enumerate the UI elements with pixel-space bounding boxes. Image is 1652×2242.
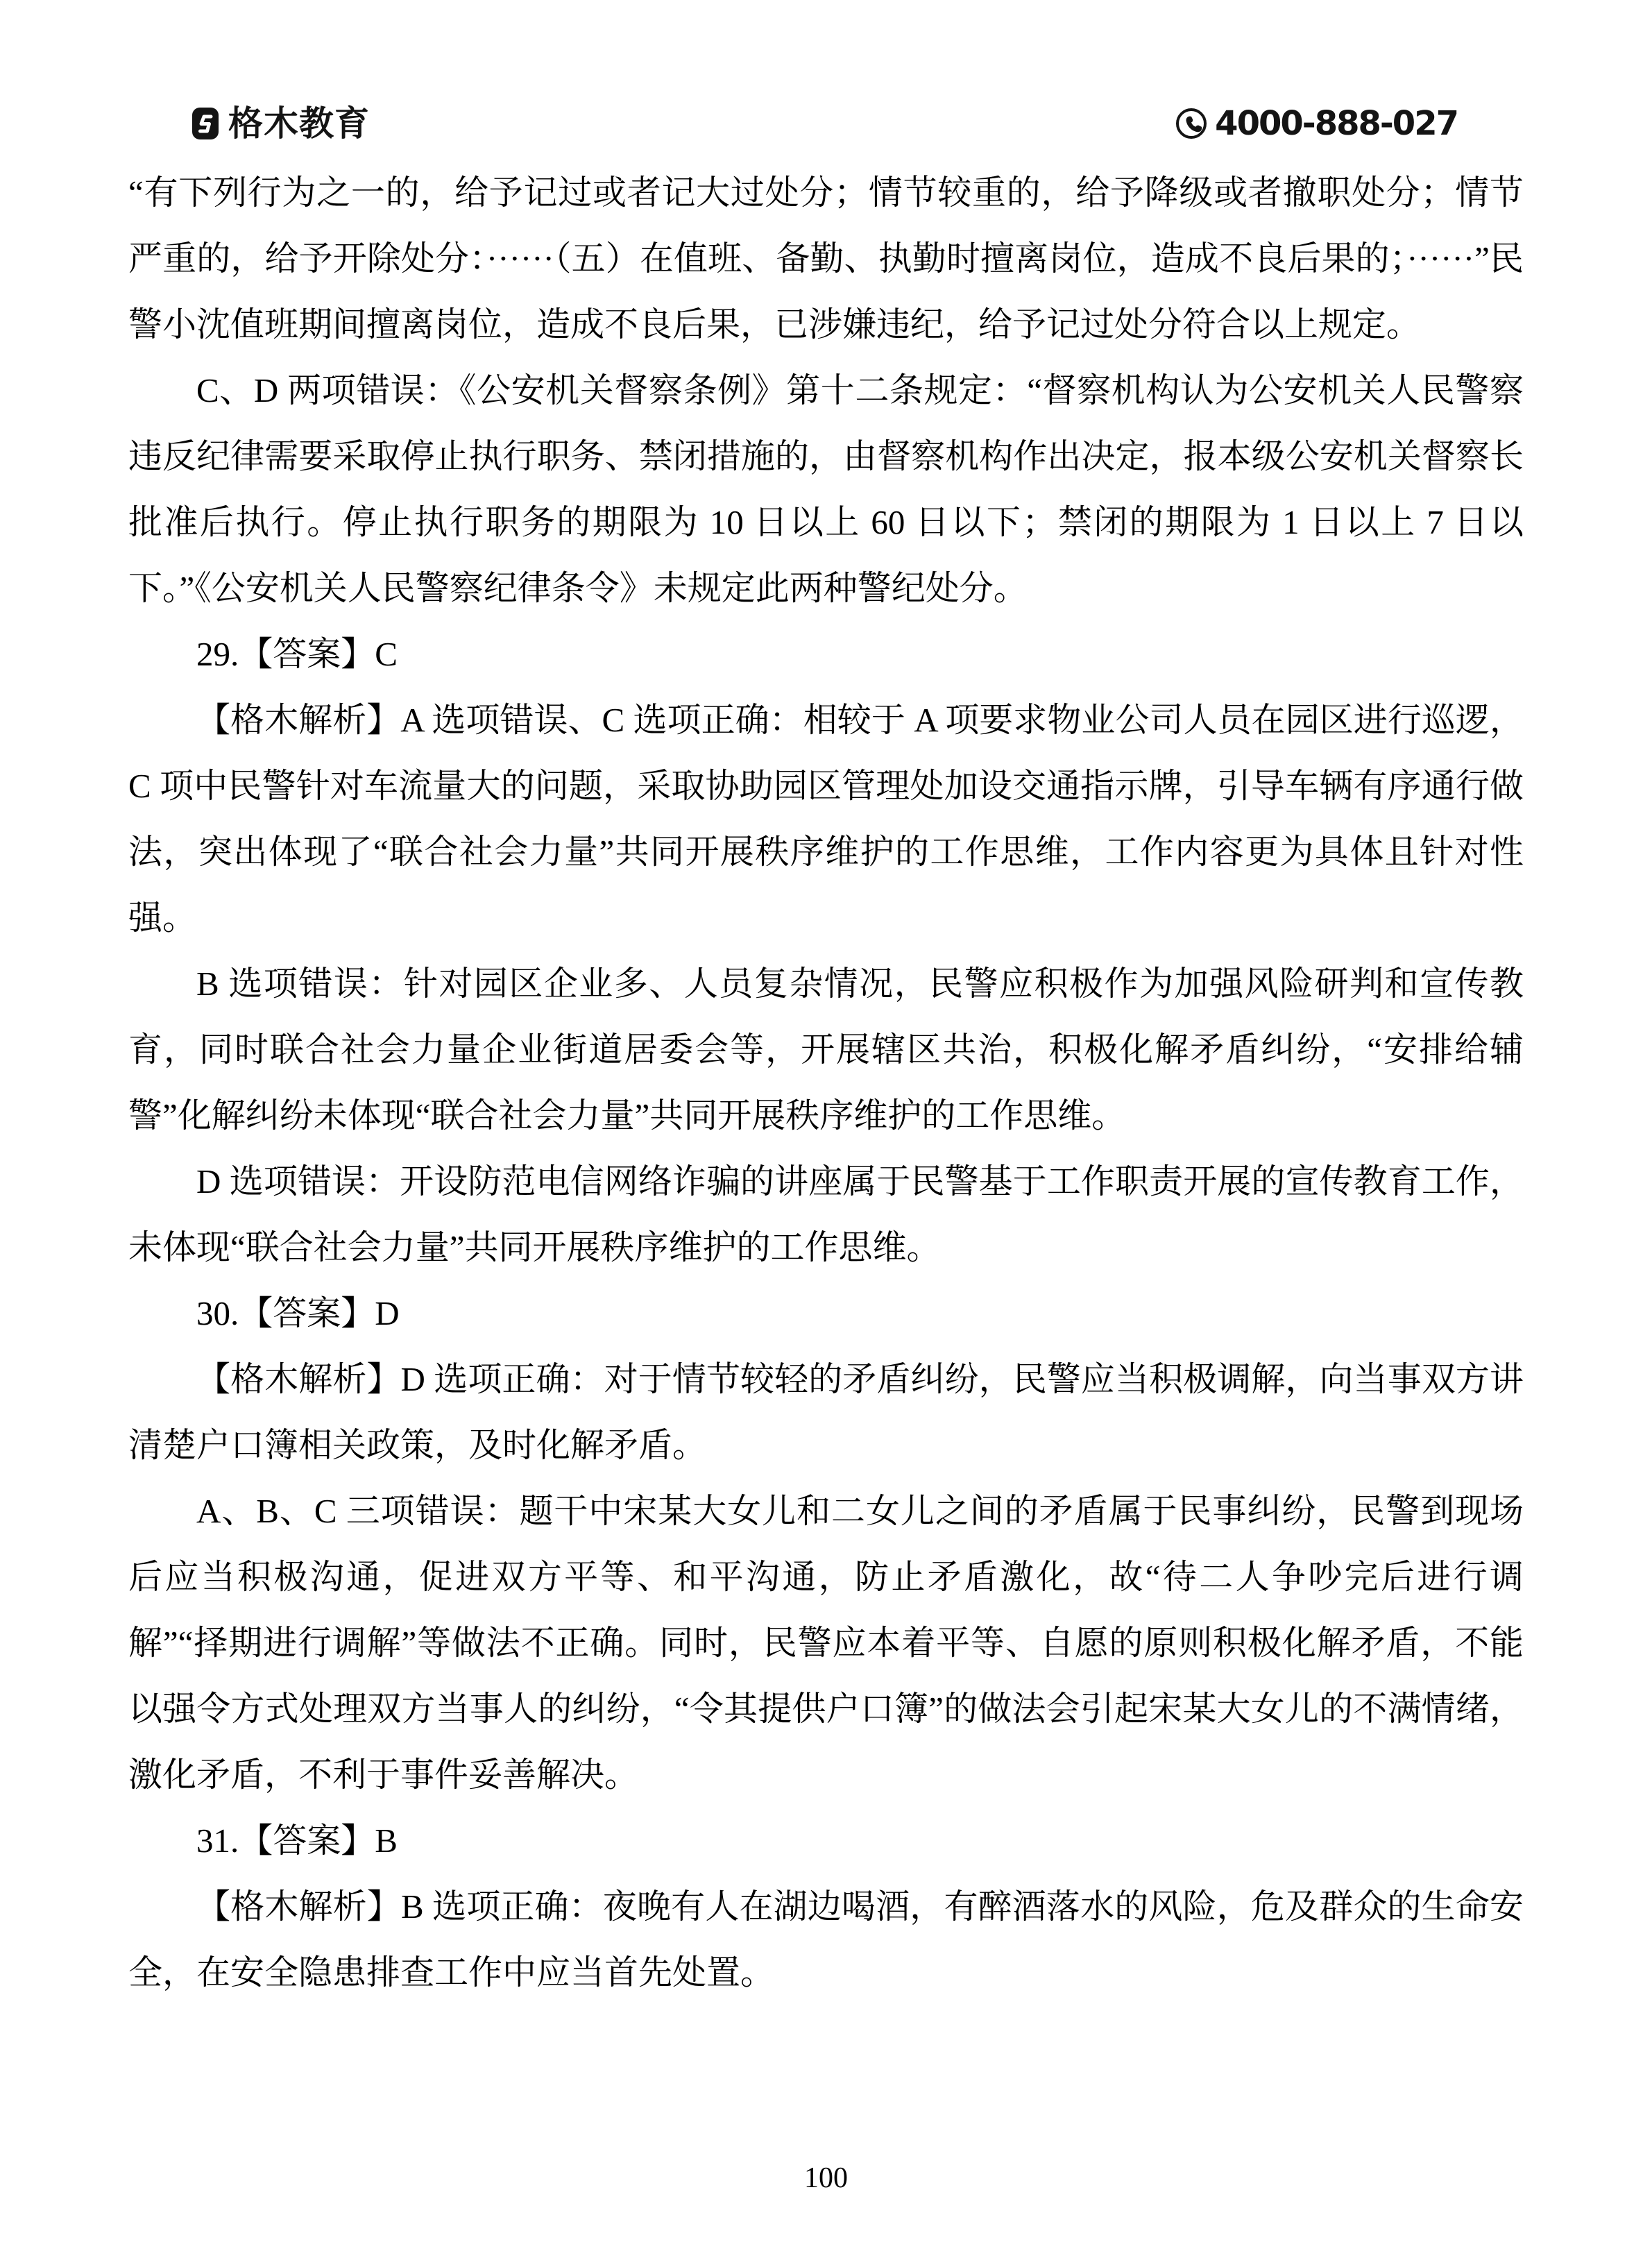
paragraph-regulation-quote: “有下列行为之一的，给予记过或者记大过处分；情节较重的，给予降级或者撤职处分；情节严重的，给予开除处分：······（五）在值班、备勤、执勤时擅离岗位，造成不良后果的；······”民警小沈值班期间擅离岗位，造成不良后果，已涉嫌违纪，给予记过处分符合以上规定。 [128,173,1524,343]
page-header [192,103,1458,144]
answer-30: 30.【答案】D [196,1294,400,1332]
answer-29: 29.【答案】C [196,635,398,673]
analysis-29-d: D 选项错误：开设防范电信网络诈骗的讲座属于民警基于工作职责开展的宣传教育工作，未体现“联合社会力量”共同开展秩序维护的工作思维。 [128,1162,1524,1266]
page-footer [0,2164,1652,2193]
gemu-logo-icon [192,108,219,139]
phone-icon [1175,107,1208,140]
document-body [128,160,1524,2005]
analysis-29-b: B 选项错误：针对园区企业多、人员复杂情况，民警应积极作为加强风险研判和宣传教育，同时联合社会力量企业街道居委会等，开展辖区共治，积极化解矛盾纠纷，“安排给辅警”化解纠纷未体现“联合社会力量”共同开展秩序维护的工作思维。 [128,965,1524,1135]
page-number: 100 [804,2162,848,2194]
analysis-30-abc: A、B、C 三项错误：题干中宋某大女儿和二女儿之间的矛盾属于民事纠纷，民警到现场后应当积极沟通，促进双方平等、和平沟通，防止矛盾激化，故“待二人争吵完后进行调解”“择期进行调解”等做法不正确。同时，民警应本着平等、自愿的原则积极化解矛盾，不能以强令方式处理双方当事人的纠纷，“令其提供户口簿”的做法会引起宋某大女儿的不满情绪，激化矛盾，不利于事件妥善解决。 [128,1492,1524,1794]
phone-contact [1175,104,1458,143]
analysis-29-ac: 【格木解析】A 选项错误、C 选项正确：相较于 A 项要求物业公司人员在园区进行巡逻，C 项中民警针对车流量大的问题，采取协助园区管理处加设交通指示牌，引导车辆有序通行做法，突出体现了“联合社会力量”共同开展秩序维护的工作思维，工作内容更为具体且针对性强。 [128,701,1524,937]
brand-name: 格木教育 [228,104,370,143]
phone-number: 4000-888-027 [1215,104,1458,143]
brand [192,106,370,141]
answer-31: 31.【答案】B [196,1821,398,1860]
analysis-31-b: 【格木解析】B 选项正确：夜晚有人在湖边喝酒，有醉酒落水的风险，危及群众的生命安全，在安全隐患排查工作中应当首先处置。 [128,1887,1524,1992]
paragraph-cd-options-wrong: C、D 两项错误：《公安机关督察条例》第十二条规定：“督察机构认为公安机关人民警察违反纪律需要采取停止执行职务、禁闭措施的，由督察机构作出决定，报本级公安机关督察长批准后执行。停止执行职务的期限为 10 日以上 60 日以下；禁闭的期限为 1 日以上 7 日以下。”《公安机关人民警察纪律条令》未规定此两种警纪处分。 [128,371,1524,607]
analysis-30-d: 【格木解析】D 选项正确：对于情节较轻的矛盾纠纷，民警应当积极调解，向当事双方讲清楚户口簿相关政策，及时化解矛盾。 [128,1360,1524,1464]
